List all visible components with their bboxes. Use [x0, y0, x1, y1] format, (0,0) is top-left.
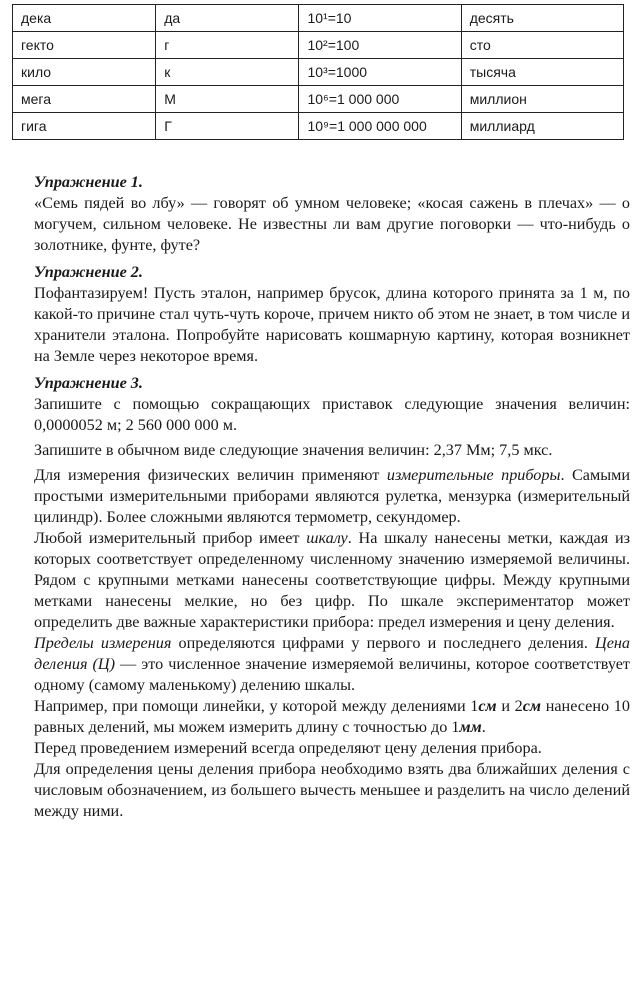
- page-text: [34, 172, 630, 822]
- term-division-value: Цена деления (Ц): [34, 634, 631, 673]
- exercise-1-text: «Семь пядей во лбу» — говорят об умном человеке; «косая сажень в плечах» — о могучем, сильном человеке. Не известны ли вам другие поговорки — что-нибудь о золотнике, фунте, футе?: [34, 194, 630, 254]
- prefix-row: [13, 5, 624, 32]
- prefix-table: [12, 4, 624, 140]
- exercise-2-heading: Упражнение 2.: [34, 263, 143, 281]
- prefix-word-cell: десять: [461, 5, 623, 32]
- unit-cm-1: см: [478, 697, 497, 715]
- prefix-name-cell: кило: [13, 59, 156, 86]
- paragraph-limits-a: определяются цифрами у первого и последнего деления.: [171, 634, 596, 652]
- exercise-3-heading: Упражнение 3.: [34, 374, 143, 392]
- prefix-power-cell: 10⁹=1 000 000 000: [299, 113, 461, 140]
- paragraph-scale: [34, 528, 630, 633]
- prefix-symbol-cell: да: [156, 5, 299, 32]
- prefix-name-cell: гига: [13, 113, 156, 140]
- paragraph-scale-b: . На шкалу нанесены метки, каждая из которых соответствует определенному численному значению измеряемой величины. Рядом с крупными метками нанесены соответствующие цифры. Между крупными метками нанесены мелкие, но без цифр. По шкале экспериментатор может определить две важные характеристики прибора: предел измерения и цену деления.: [34, 529, 630, 631]
- paragraph-example-b: и 2: [496, 697, 523, 715]
- paragraph-how-to-determine: Для определения цены деления прибора необходимо взять два ближайших деления с числовым обозначением, из большего вычесть меньшее и разделить на число делений между ними.: [34, 760, 630, 820]
- paragraph-example: [34, 696, 630, 738]
- prefix-symbol-cell: к: [156, 59, 299, 86]
- prefix-power-cell: 10¹=10: [299, 5, 461, 32]
- paragraph-before-measure: Перед проведением измерений всегда определяют цену деления прибора.: [34, 739, 542, 757]
- prefix-row: [13, 86, 624, 113]
- prefix-symbol-cell: г: [156, 32, 299, 59]
- exercise-2-text: Пофантазируем! Пусть эталон, например брусок, длина которого принята за 1 м, по какой-то причине стал чуть-чуть короче, причем никто об этом не знает, в том числе и хранители эталона. Попробуйте нарисовать кошмарную картину, которая возникнет на Земле через некоторое время.: [34, 284, 630, 365]
- prefix-row: [13, 32, 624, 59]
- prefix-table-body: [13, 5, 624, 140]
- paragraph-instruments: [34, 465, 630, 528]
- prefix-symbol-cell: М: [156, 86, 299, 113]
- prefix-word-cell: миллион: [461, 86, 623, 113]
- term-limits: Пределы измерения: [34, 634, 172, 652]
- paragraph-scale-a: Любой измерительный прибор имеет: [34, 529, 307, 547]
- prefix-power-cell: 10²=100: [299, 32, 461, 59]
- prefix-word-cell: миллиард: [461, 113, 623, 140]
- term-instruments: измерительные приборы: [386, 466, 561, 484]
- paragraph-example-a: Например, при помощи линейки, у которой между делениями 1: [34, 697, 479, 715]
- exercise-3-text-2: Запишите в обычном виде следующие значения величин: 2,37 Мм; 7,5 мкс.: [34, 441, 553, 459]
- prefix-row: [13, 113, 624, 140]
- prefix-row: [13, 59, 624, 86]
- unit-mm: мм: [459, 718, 482, 736]
- term-scale: шкалу: [306, 529, 348, 547]
- prefix-name-cell: дека: [13, 5, 156, 32]
- exercise-1-heading: Упражнение 1.: [34, 173, 143, 191]
- paragraph-example-d: .: [481, 718, 486, 736]
- paragraph-example-c: нанесено 10 равных делений, мы можем измерить длину с точностью до 1: [34, 697, 630, 736]
- paragraph-instruments-b: . Самыми простыми измерительными приборами являются рулетка, мензурка (измерительный цилиндр). Более сложными являются термометр, секундомер.: [34, 466, 630, 526]
- prefix-word-cell: тысяча: [461, 59, 623, 86]
- prefix-name-cell: гекто: [13, 32, 156, 59]
- prefix-name-cell: мега: [13, 86, 156, 113]
- paragraph-limits-b: — это численное значение измеряемой величины, которое соответствует одному (самому маленькому) делению шкалы.: [34, 655, 631, 694]
- unit-cm-2: см: [522, 697, 542, 715]
- prefix-symbol-cell: Г: [156, 113, 299, 140]
- prefix-word-cell: сто: [461, 32, 623, 59]
- paragraph-limits: [34, 633, 630, 696]
- paragraph-instruments-a: Для измерения физических величин применяют: [34, 466, 387, 484]
- exercise-3-text-1: Запишите с помощью сокращающих приставок следующие значения величин: 0,0000052 м; 2 560 000 000 м.: [34, 395, 630, 434]
- prefix-power-cell: 10³=1000: [299, 59, 461, 86]
- prefix-power-cell: 10⁶=1 000 000: [299, 86, 461, 113]
